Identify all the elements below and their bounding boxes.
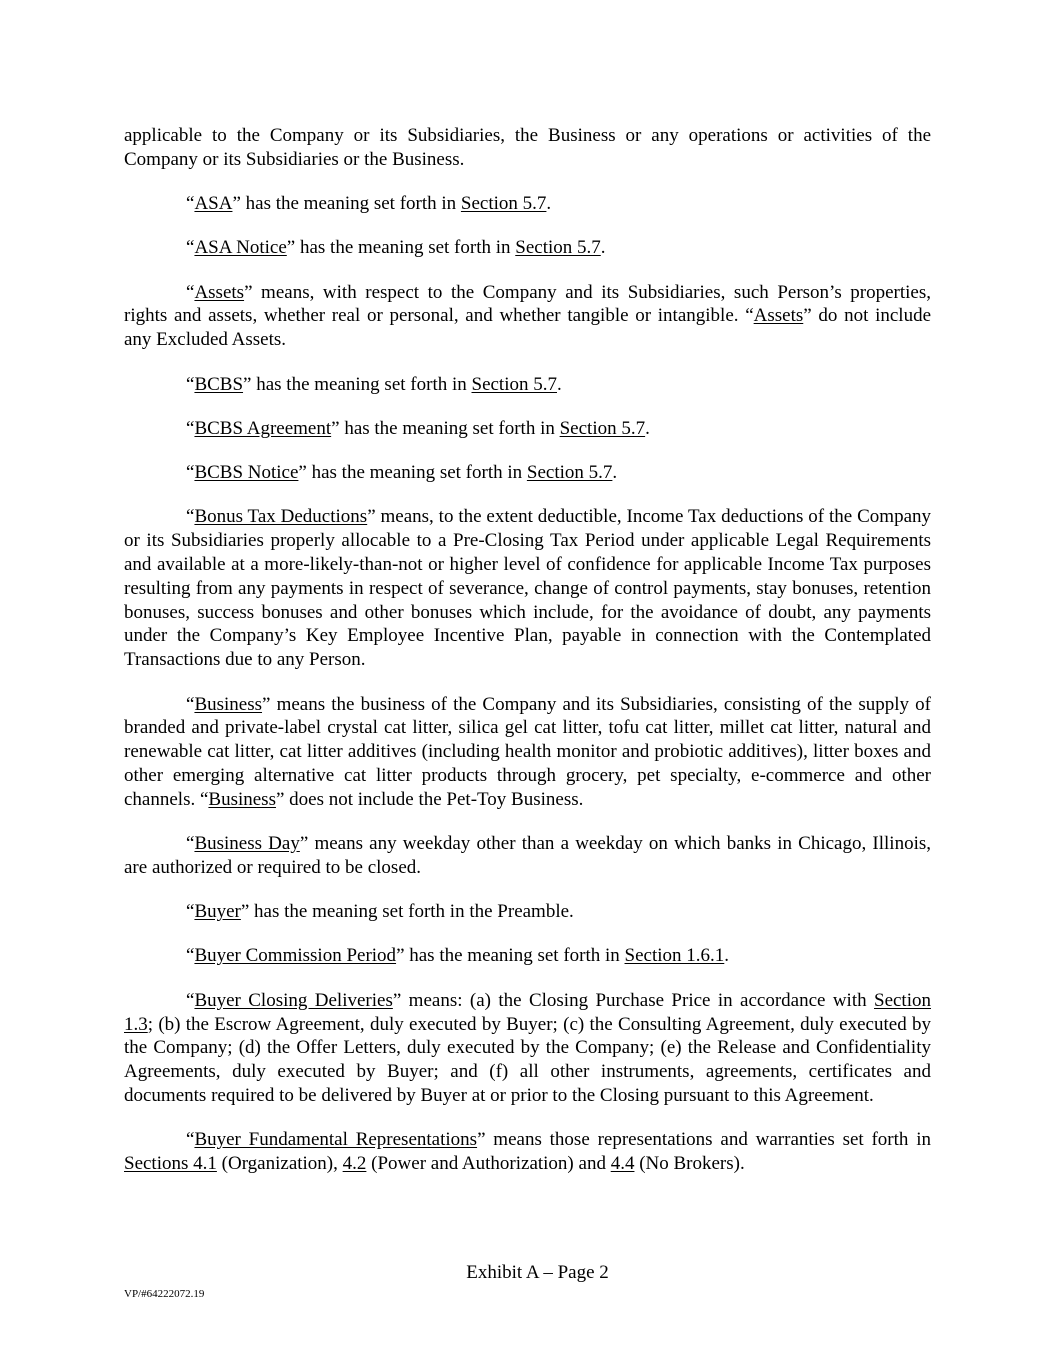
definition-paragraph: [124, 989, 931, 1108]
defined-term: 4.2: [342, 1153, 367, 1174]
paragraph-text: (No Brokers).: [634, 1153, 745, 1174]
paragraph-text: “: [186, 693, 195, 715]
defined-term: Business: [208, 788, 276, 810]
defined-term: Business: [194, 693, 263, 715]
defined-term: Section 1.3: [124, 989, 931, 1035]
paragraph-text: “: [186, 1129, 195, 1151]
definition-paragraph: [124, 1128, 931, 1176]
paragraph-text: “: [186, 237, 195, 259]
paragraph-text: .: [600, 237, 606, 259]
paragraph-text: .: [724, 945, 730, 967]
paragraph-text: .: [645, 417, 650, 439]
definition-paragraph: [124, 900, 931, 924]
paragraph-text: .: [612, 462, 618, 484]
paragraph-text: “: [186, 945, 195, 967]
definition-paragraph: [124, 944, 931, 968]
defined-term: Section 1.6.1: [624, 945, 725, 967]
defined-term: Assets: [194, 281, 245, 303]
paragraph-text: “: [186, 833, 195, 855]
defined-term: Buyer Commission Period: [194, 945, 397, 967]
paragraph-text: “: [186, 281, 195, 303]
paragraph-text: “: [186, 417, 195, 439]
definition-paragraph: [124, 124, 931, 172]
paragraph-text: applicable to the Company or its Subsidiaries, the Business or any operations or activities of the Company or its Subsidiaries or the Business.: [124, 125, 931, 170]
definition-paragraph: [124, 281, 931, 352]
paragraph-text: ” means any weekday other than a weekday on which banks in Chicago, Illinois, are authorized or required to be closed.: [124, 833, 931, 878]
defined-term: ASA Notice: [194, 237, 287, 259]
definition-paragraph: [124, 505, 931, 672]
definition-paragraph: [124, 417, 931, 441]
paragraph-text: “: [186, 193, 195, 215]
defined-term: BCBS Agreement: [194, 417, 332, 439]
paragraph-text: ” has the meaning set forth in the Preamble.: [240, 901, 574, 923]
paragraph-text: .: [546, 193, 552, 215]
definition-paragraph: [124, 461, 931, 485]
paragraph-text: ” has the meaning set forth in: [331, 417, 560, 439]
defined-term: Bonus Tax Deductions: [194, 506, 368, 528]
page-footer: Exhibit A – Page 2: [466, 1262, 609, 1283]
paragraph-text: ” means the business of the Company and its Subsidiaries, consisting of the supply of branded and private-label crystal cat litter, silica gel cat litter, tofu cat litter, millet cat litter, natural and renewable cat litter, cat litter additives (including health monitor and probiotic additives), litter boxes and other emerging alternative cat litter products through grocery, pet specialty, e-commerce and other channels. “: [124, 693, 931, 810]
defined-term: Section 5.7: [460, 193, 547, 215]
paragraph-text: ” has the meaning set forth in: [396, 945, 625, 967]
defined-term: Buyer: [194, 901, 241, 923]
defined-term: Section 5.7: [515, 237, 601, 259]
paragraph-text: “: [186, 901, 195, 923]
document-id: VP/#64222072.19: [124, 1288, 205, 1300]
paragraph-text: ” has the meaning set forth in: [243, 373, 472, 395]
defined-term: ASA: [194, 193, 233, 215]
defined-term: Section 5.7: [559, 417, 646, 439]
defined-term: Buyer Fundamental Representations: [194, 1129, 478, 1151]
definition-paragraph: [124, 192, 931, 216]
definition-paragraph: [124, 236, 931, 260]
paragraph-text: .: [557, 373, 562, 395]
definition-paragraph: [124, 373, 931, 397]
paragraph-text: “: [186, 373, 195, 395]
paragraph-text: ” means: (a) the Closing Purchase Price in accordance with: [392, 989, 874, 1011]
paragraph-text: ; (b) the Escrow Agreement, duly executed by Buyer; (c) the Consulting Agreement, duly executed by the Company; (d) the Offer Letters, duly executed by the Company; (e) the Release and Confidentiality Agreements, duly executed by Buyer; and (f) all other instruments, agreements, certificates and documents required to be delivered by Buyer at or prior to the Closing pursuant to this Agreement.: [124, 1013, 931, 1106]
paragraph-text: “: [186, 989, 195, 1011]
defined-term: BCBS: [194, 373, 244, 395]
defined-term: Business Day: [194, 833, 300, 855]
defined-term: Section 5.7: [526, 462, 613, 484]
paragraph-text: ” means, with respect to the Company and its Subsidiaries, such Person’s properties, rights and assets, whether real or personal, and whether tangible or intangible. “: [124, 281, 931, 327]
paragraph-text: ” do not include any Excluded Assets.: [124, 305, 932, 351]
paragraph-text: ” has the meaning set forth in: [286, 237, 516, 259]
definition-paragraph: [124, 693, 931, 812]
defined-term: 4.4: [610, 1153, 635, 1174]
paragraph-text: ” does not include the Pet-Toy Business.: [275, 788, 584, 810]
paragraph-text: (Power and Authorization) and: [366, 1153, 611, 1174]
paragraph-text: ” has the meaning set forth in: [298, 462, 527, 484]
paragraph-text: (Organization),: [216, 1153, 343, 1174]
defined-term: Section 5.7: [471, 373, 557, 395]
definition-paragraph: [124, 832, 931, 880]
paragraph-text: “: [186, 462, 195, 484]
paragraph-text: ” means those representations and warranties set forth in: [477, 1129, 932, 1151]
defined-term: Sections 4.1: [124, 1153, 217, 1174]
defined-term: Assets: [753, 305, 804, 327]
defined-term: BCBS Notice: [194, 462, 299, 484]
defined-term: Buyer Closing Deliveries: [194, 989, 393, 1011]
paragraph-text: ” means, to the extent deductible, Income Tax deductions of the Company or its Subsidiaries properly allocable to a Pre-Closing Tax Period under applicable Legal Requirements and available at a more-likely-than-not or higher level of confidence for applicable Income Tax purposes resulting from any payments in respect of severance, change of control payments, stay bonuses, retention bonuses, success bonuses and other bonuses which include, for the avoidance of doubt, any payments under the Company’s Key Employee Incentive Plan, payable in connection with the Contemplated Transactions due to any Person.: [124, 506, 931, 671]
paragraph-text: ” has the meaning set forth in: [232, 193, 461, 215]
document-body: [124, 124, 931, 1196]
paragraph-text: “: [186, 506, 195, 528]
